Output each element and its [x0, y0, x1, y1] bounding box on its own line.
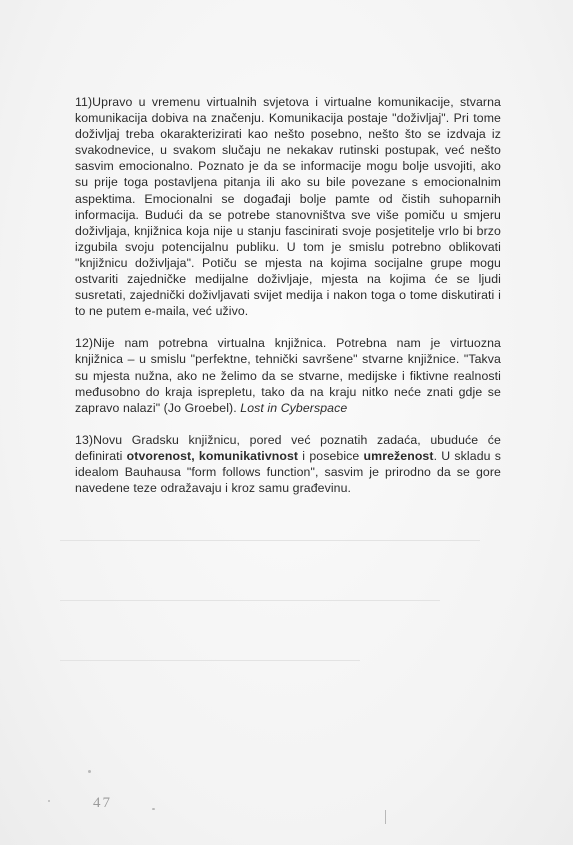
document-body [75, 94, 501, 512]
scan-dust-mark [385, 810, 386, 824]
page-number: 47 [93, 795, 112, 811]
scan-shadow-line [60, 600, 440, 601]
paragraph-11 [75, 94, 501, 319]
paragraph-12-italic-title: Lost in Cyberspace [240, 400, 348, 415]
scan-dust-mark [88, 770, 91, 773]
scan-dust-mark [152, 808, 155, 810]
scan-dust-mark [48, 800, 50, 802]
paragraph-11-text: 11)Upravo u vremenu virtualnih svjetova i virtualne komunikacije, stvarna komunikacija dobiva na značenju. Komunikacija postaje "doživljaj". Pri tome doživljaj treba okarakterizirati kao nešto posebno, nešto što se izdvaja iz svakodnevice, u svakom slučaju ne nekakav rutinski postupak, već nešto sasvim emocionalno. Poznato je da se informacije mogu bolje usvojiti, ako su prije toga postavljena pitanja ili ako su bile povezane s emocionalnim aspektima. Emocionalni se događaji bolje pamte od čistih suhoparnih informacija. Budući da se potrebe stanovništva sve više pomiču u smjeru doživljaja, knjižnica koja nije u stanju fascinirati svoje posjetitelje vrlo bi brzo izgubila svoju potencijalnu publiku. U tom je smislu potrebno oblikovati "knjižnicu doživljaja". Potiču se mjesta na kojima socijalne grupe mogu ostvariti zajedničke medijalne doživljaje, mjesta na kojima će se ljudi susretati, zajednički doživljavati svijet medija i nakon toga o tome diskutirati i to ne putem e-maila, već uživo. [75, 95, 501, 319]
scan-shadow-line [60, 540, 480, 541]
paragraph-12 [75, 335, 501, 415]
paragraph-13 [75, 432, 501, 496]
paragraph-13-text-end: . U skladu s idealom Bauhausa "form follows function", sasvim je prirodno da se gore navedene teze odražavaju i kroz samu građevinu. [75, 448, 502, 496]
paragraph-13-text-start: 13)Novu Gradsku knjižnicu, pored već poznatih zadaća, ubuduće će definirati [75, 432, 501, 463]
scan-shadow-line [60, 660, 360, 661]
paragraph-13-text-mid: i posebice [298, 448, 364, 463]
paragraph-12-text: 12)Nije nam potrebna virtualna knjižnica. Potrebna nam je virtuozna knjižnica – u smislu "perfektne, tehnički savršene" stvarne knjižnice. "Takva su mjesta nužna, ako ne želimo da se stvarne, medijske i fiktivne realnosti međusobno do kraja isprepletu, tako da na kraju nitko neće znati gdje se zapravo nalazi" (Jo Groebel). [75, 336, 501, 415]
paragraph-13-bold-network: umreženost [363, 448, 434, 463]
paragraph-13-bold-terms: otvorenost, komunikativnost [126, 448, 299, 463]
